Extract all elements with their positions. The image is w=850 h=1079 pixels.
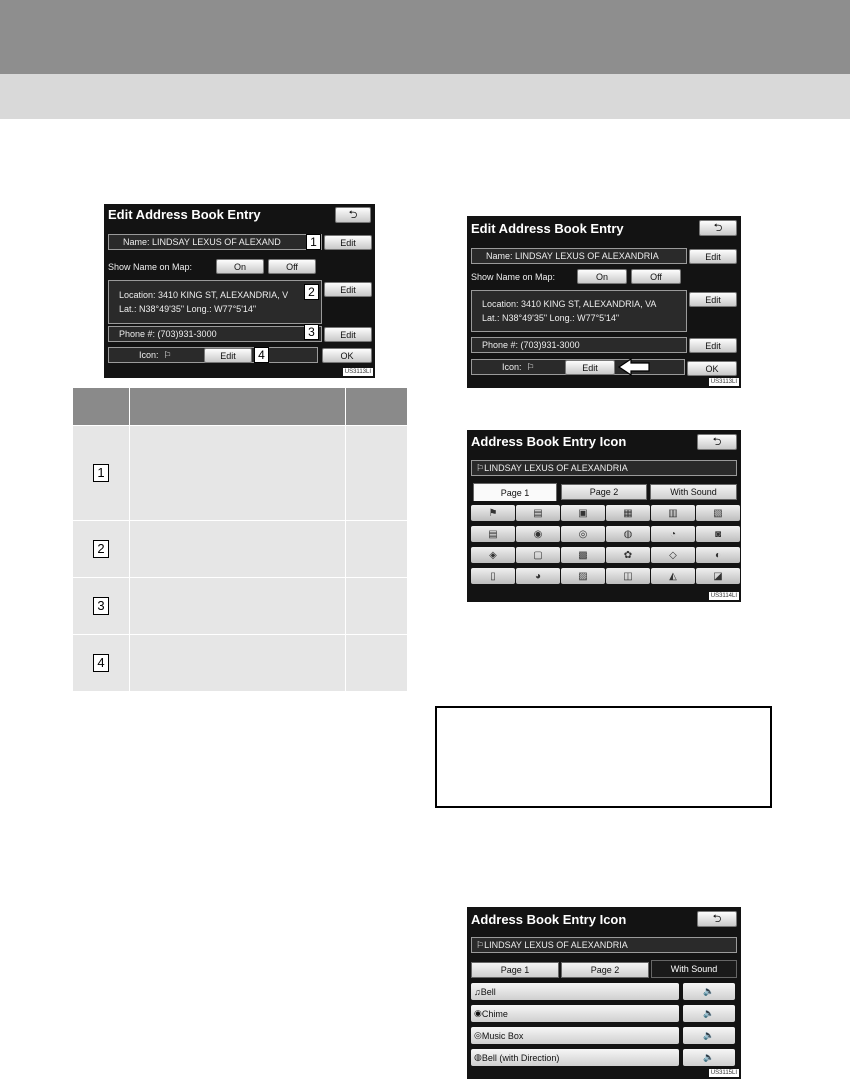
name-value: LINDSAY LEXUS OF ALEXANDRIA — [515, 251, 659, 261]
flag-icon: ⚐ — [163, 349, 172, 360]
icon-cell[interactable]: ✿ — [606, 547, 650, 563]
tab-page-2[interactable]: Page 2 — [561, 962, 649, 978]
table-row — [73, 578, 408, 635]
preview-sound-button[interactable] — [683, 1005, 735, 1022]
icon-cell[interactable]: ▯ — [471, 568, 515, 584]
speaker-icon: 🔈 — [703, 1052, 715, 1062]
speaker-icon: 🔈 — [703, 986, 715, 996]
tab-page-2[interactable]: Page 2 — [561, 484, 647, 500]
phone-field — [471, 337, 687, 353]
screen-title: Address Book Entry Icon — [471, 434, 627, 449]
phone-field — [108, 326, 322, 342]
icon-grid[interactable] — [467, 501, 741, 602]
chime-icon: ◉ — [474, 1008, 482, 1018]
sound-item-bell-direction[interactable] — [471, 1049, 679, 1066]
tab-with-sound[interactable]: With Sound — [651, 960, 737, 978]
entry-name-field — [471, 460, 737, 476]
icon-edit-button[interactable]: Edit — [565, 360, 615, 375]
icon-cell[interactable]: ▢ — [516, 547, 560, 563]
table-row — [73, 635, 408, 692]
header-band — [0, 0, 850, 74]
on-button[interactable]: On — [577, 269, 627, 284]
location-edit-button[interactable]: Edit — [324, 282, 372, 297]
icon-cell[interactable]: ◙ — [696, 526, 740, 542]
screen-title: Address Book Entry Icon — [471, 912, 627, 927]
phone-edit-button[interactable]: Edit — [324, 327, 372, 342]
flag-icon: ⚐ — [476, 939, 485, 950]
icon-cell[interactable]: ▩ — [561, 547, 605, 563]
icon-cell[interactable]: ▤ — [471, 526, 515, 542]
icon-cell[interactable]: ◭ — [651, 568, 695, 584]
icon-cell[interactable]: ◐ — [696, 547, 740, 563]
return-arrow-icon: ⮌ — [712, 912, 722, 925]
icon-label: Icon: — [502, 362, 522, 372]
tab-page-1[interactable]: Page 1 — [473, 483, 557, 501]
edit-entry-screenshot-1 — [104, 204, 375, 378]
callout-3: 3 — [304, 324, 319, 340]
sound-label: Bell — [480, 986, 496, 997]
ok-button[interactable]: OK — [687, 361, 737, 376]
return-arrow-icon: ⮌ — [713, 221, 723, 234]
icon-page1-screenshot — [467, 430, 741, 602]
icon-cell[interactable]: ◔ — [651, 526, 695, 542]
callout-1: 1 — [306, 234, 321, 250]
tab-with-sound[interactable]: With Sound — [650, 484, 737, 500]
icon-cell[interactable]: ◕ — [516, 568, 560, 584]
music-box-icon: ◎ — [474, 1030, 482, 1040]
icon-cell[interactable]: ▨ — [561, 568, 605, 584]
name-value: LINDSAY LEXUS OF ALEXAND — [152, 237, 281, 247]
icon-cell[interactable]: ◍ — [606, 526, 650, 542]
entry-name: LINDSAY LEXUS OF ALEXANDRIA — [484, 940, 628, 950]
icon-cell[interactable]: ◫ — [606, 568, 650, 584]
show-name-label: Show Name on Map: — [108, 262, 193, 272]
subheader-band — [0, 74, 850, 119]
table-row — [73, 426, 408, 521]
edit-items-table — [73, 388, 408, 692]
sound-item-bell[interactable] — [471, 983, 679, 1000]
preview-sound-button[interactable] — [683, 1049, 735, 1066]
name-label: Name: — [486, 251, 513, 261]
icon-cell[interactable]: ◉ — [516, 526, 560, 542]
off-button[interactable]: Off — [631, 269, 681, 284]
sound-label: Chime — [481, 1008, 508, 1019]
phone-line: Phone #: (703)931-3000 — [482, 340, 580, 350]
icon-edit-button[interactable]: Edit — [204, 348, 252, 363]
location-line: Location: 3410 KING ST, ALEXANDRIA, VA — [482, 299, 657, 309]
row-number: 4 — [93, 654, 109, 672]
speaker-icon: 🔈 — [703, 1008, 715, 1018]
name-edit-button[interactable]: Edit — [324, 235, 372, 250]
flag-icon: ⚐ — [476, 462, 485, 473]
row-number: 2 — [93, 540, 109, 558]
figure-code: US3113LI — [710, 379, 737, 385]
bell-icon: ♫ — [474, 986, 481, 997]
sound-item-music-box[interactable] — [471, 1027, 679, 1044]
callout-2: 2 — [304, 284, 319, 300]
return-arrow-icon: ⮌ — [348, 208, 358, 221]
table-header-cell — [130, 388, 346, 426]
tab-page-1[interactable]: Page 1 — [471, 962, 559, 978]
latlong-line: Lat.: N38°49'35" Long.: W77°5'14" — [482, 313, 620, 323]
name-field — [108, 234, 322, 250]
icon-cell[interactable]: ▤ — [516, 505, 560, 521]
table-row — [73, 521, 408, 578]
name-edit-button[interactable]: Edit — [689, 249, 737, 264]
sound-label: Music Box — [481, 1030, 524, 1041]
on-button[interactable]: On — [216, 259, 264, 274]
icon-cell[interactable]: ◇ — [651, 547, 695, 563]
screen-title: Edit Address Book Entry — [471, 221, 624, 236]
table-header-cell — [346, 388, 408, 426]
phone-line: Phone #: (703)931-3000 — [119, 329, 217, 339]
edit-entry-screenshot-2 — [467, 216, 741, 388]
return-arrow-icon: ⮌ — [712, 435, 722, 448]
icon-cell[interactable]: ◪ — [696, 568, 740, 584]
table-header-row — [73, 388, 408, 426]
flag-icon: ⚐ — [526, 361, 535, 372]
icon-cell[interactable]: ◎ — [561, 526, 605, 542]
location-field — [471, 290, 687, 332]
back-button[interactable] — [699, 220, 737, 236]
row-number: 1 — [93, 464, 109, 482]
back-button[interactable] — [697, 911, 737, 927]
table-header-cell — [73, 388, 130, 426]
icon-cell[interactable]: ⚑ — [471, 505, 515, 521]
back-button[interactable] — [697, 434, 737, 450]
name-label: Name: — [123, 237, 150, 247]
note-box — [435, 706, 772, 808]
figure-code: US3113LI — [344, 369, 371, 375]
preview-sound-button[interactable] — [683, 983, 735, 1000]
sound-item-chime[interactable] — [471, 1005, 679, 1022]
speaker-icon: 🔈 — [703, 1030, 715, 1040]
icon-cell[interactable]: ◈ — [471, 547, 515, 563]
icon-sound-screenshot — [467, 907, 741, 1079]
icon-cell[interactable]: ▧ — [696, 505, 740, 521]
icon-cell[interactable]: ▣ — [561, 505, 605, 521]
name-field — [471, 248, 687, 264]
callout-4: 4 — [254, 347, 269, 363]
icon-cell[interactable]: ▦ — [606, 505, 650, 521]
off-button[interactable]: Off — [268, 259, 316, 274]
sound-label: Bell (with Direction) — [481, 1052, 560, 1063]
back-button[interactable] — [335, 207, 371, 223]
show-name-label: Show Name on Map: — [471, 272, 556, 282]
figure-code: US3115LI — [710, 1070, 737, 1076]
entry-name-field — [471, 937, 737, 953]
bell-direction-icon: ◍ — [474, 1052, 482, 1062]
latlong-line: Lat.: N38°49'35" Long.: W77°5'14" — [119, 304, 257, 314]
ok-button[interactable]: OK — [322, 348, 372, 363]
location-field — [108, 280, 322, 324]
preview-sound-button[interactable] — [683, 1027, 735, 1044]
location-edit-button[interactable]: Edit — [689, 292, 737, 307]
entry-name: LINDSAY LEXUS OF ALEXANDRIA — [484, 463, 628, 473]
icon-label: Icon: — [139, 350, 159, 360]
location-line: Location: 3410 KING ST, ALEXANDRIA, V — [119, 290, 289, 300]
figure-code: US3114LI — [710, 593, 737, 599]
icon-cell[interactable]: ▥ — [651, 505, 695, 521]
row-number: 3 — [93, 597, 109, 615]
pointer-arrow-icon — [617, 357, 653, 382]
screen-title: Edit Address Book Entry — [108, 207, 261, 222]
phone-edit-button[interactable]: Edit — [689, 338, 737, 353]
